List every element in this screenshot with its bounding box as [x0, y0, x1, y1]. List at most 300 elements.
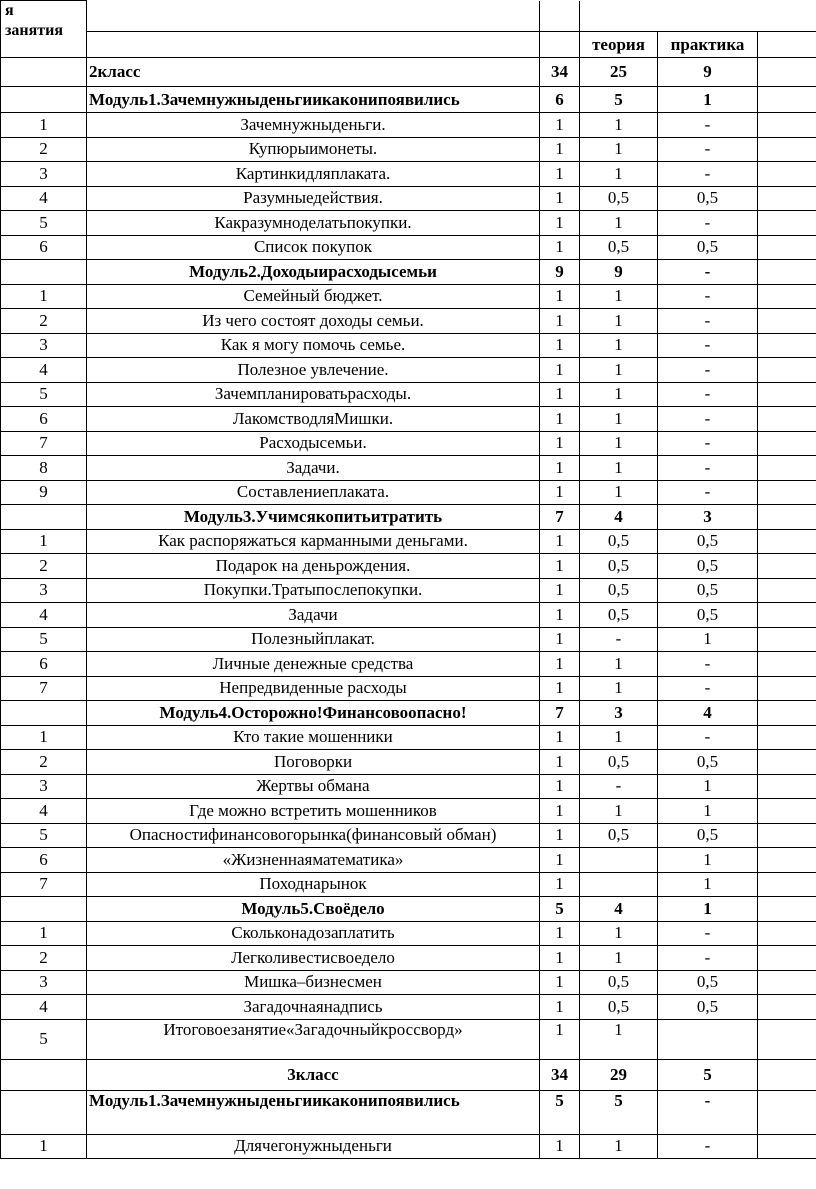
hours-practice: 1: [658, 897, 758, 922]
hours-total: 1: [540, 333, 580, 358]
lesson-number: 4: [1, 603, 87, 628]
hours-practice: 1: [658, 848, 758, 873]
lesson-row: [1, 578, 816, 603]
lesson-title: Полезное увлечение.: [87, 358, 540, 383]
hours-practice: -: [658, 211, 758, 236]
lesson-number: 2: [1, 309, 87, 334]
blank-cell: [758, 799, 816, 824]
hours-total: 9: [540, 260, 580, 285]
hours-theory: 1: [580, 333, 658, 358]
hours-total: 1: [540, 652, 580, 677]
hours-total: 1: [540, 382, 580, 407]
hours-practice: -: [658, 1134, 758, 1159]
lesson-number: 8: [1, 456, 87, 481]
lesson-number: 6: [1, 407, 87, 432]
hours-theory: 1: [580, 137, 658, 162]
lesson-number: [1, 260, 87, 285]
lesson-title: Составлениеплаката.: [87, 480, 540, 505]
lesson-row: [1, 358, 816, 383]
hours-theory: 1: [580, 1134, 658, 1159]
lesson-number: 3: [1, 970, 87, 995]
hours-theory: 1: [580, 309, 658, 334]
lesson-title: Покупки.Тратыпослепокупки.: [87, 578, 540, 603]
lesson-row: [1, 921, 816, 946]
lesson-number: 2: [1, 946, 87, 971]
hours-practice: -: [658, 309, 758, 334]
lesson-row: [1, 823, 816, 848]
blank-cell: [758, 480, 816, 505]
hours-theory: 0,5: [580, 970, 658, 995]
hours-theory: 1: [580, 162, 658, 187]
hours-practice: 0,5: [658, 578, 758, 603]
lesson-number: 7: [1, 431, 87, 456]
hours-practice: 3: [658, 505, 758, 530]
lesson-title: Поговорки: [87, 750, 540, 775]
lesson-number: [1, 897, 87, 922]
blank-cell: [758, 382, 816, 407]
lesson-number: 1: [1, 284, 87, 309]
module-row: [1, 505, 816, 530]
module-row: [1, 1090, 816, 1134]
hours-theory: 1: [580, 921, 658, 946]
lesson-row: [1, 137, 816, 162]
blank-cell: [758, 186, 816, 211]
lesson-title: Картинкидляплаката.: [87, 162, 540, 187]
hours-total: 1: [540, 456, 580, 481]
module-row: [1, 87, 816, 113]
hours-practice: 0,5: [658, 554, 758, 579]
blank-cell: [758, 603, 816, 628]
lesson-row: [1, 480, 816, 505]
hours-theory: 25: [580, 58, 658, 87]
lesson-number: 3: [1, 774, 87, 799]
lesson-number: 1: [1, 921, 87, 946]
lesson-title: Из чего состоят доходы семьи.: [87, 309, 540, 334]
lesson-number: [1, 58, 87, 87]
lesson-number: 5: [1, 211, 87, 236]
theory-header: теория: [580, 32, 658, 58]
lesson-title: Мишка–бизнесмен: [87, 970, 540, 995]
blank-cell: [758, 505, 816, 530]
lesson-row: [1, 603, 816, 628]
lesson-number: 5: [1, 1019, 87, 1059]
hours-theory: 5: [580, 1090, 658, 1134]
blank-cell: [758, 407, 816, 432]
hours-theory: 1: [580, 431, 658, 456]
hours-total: 1: [540, 603, 580, 628]
blank-cell: [758, 995, 816, 1020]
lesson-number: [1, 87, 87, 113]
blank-cell: [758, 1090, 816, 1134]
hours-practice: -: [658, 1090, 758, 1134]
lesson-number: 9: [1, 480, 87, 505]
hours-theory: -: [580, 774, 658, 799]
hours-practice: 1: [658, 799, 758, 824]
lesson-number: 4: [1, 358, 87, 383]
section-title: Модуль3.Учимсякопитьитратить: [87, 505, 540, 530]
lesson-number: 7: [1, 872, 87, 897]
hours-practice: 1: [658, 627, 758, 652]
hours-total: 1: [540, 1019, 580, 1059]
hours-total: 1: [540, 823, 580, 848]
blank-cell: [758, 113, 816, 138]
hours-theory: 9: [580, 260, 658, 285]
hours-practice: -: [658, 382, 758, 407]
hours-total: 1: [540, 407, 580, 432]
hours-theory: 29: [580, 1059, 658, 1090]
hours-theory: 0,5: [580, 603, 658, 628]
hours-theory: 0,5: [580, 823, 658, 848]
hours-practice: 1: [658, 87, 758, 113]
lesson-number: 2: [1, 750, 87, 775]
hours-total: 1: [540, 725, 580, 750]
blank-cell: [758, 284, 816, 309]
hours-practice: [658, 1019, 758, 1059]
blank-cell: [758, 627, 816, 652]
lesson-title: Список покупок: [87, 235, 540, 260]
grade-row: [1, 1059, 816, 1090]
lesson-title: Где можно встретить мошенников: [87, 799, 540, 824]
blank-cell: [758, 652, 816, 677]
hours-theory: 3: [580, 701, 658, 726]
lesson-row: [1, 750, 816, 775]
lesson-title: Зачемнужныденьги.: [87, 113, 540, 138]
lesson-number: 2: [1, 554, 87, 579]
lesson-title: Итоговоезанятие«Загадочныйкроссворд»: [87, 1019, 540, 1059]
hours-total: 1: [540, 113, 580, 138]
blank-cell: [758, 58, 816, 87]
hours-practice: -: [658, 333, 758, 358]
blank-cell: [758, 823, 816, 848]
hours-theory: 0,5: [580, 186, 658, 211]
lesson-title: «Жизненнаяматематика»: [87, 848, 540, 873]
lesson-title: Расходысемьи.: [87, 431, 540, 456]
lesson-row: [1, 431, 816, 456]
lesson-number: [1, 1090, 87, 1134]
module-row: [1, 701, 816, 726]
lesson-title: Семейный бюджет.: [87, 284, 540, 309]
lesson-title: Задачи.: [87, 456, 540, 481]
section-title: 3класс: [87, 1059, 540, 1090]
hours-total: 1: [540, 578, 580, 603]
blank-cell: [758, 235, 816, 260]
hours-theory: 1: [580, 946, 658, 971]
hours-total: 1: [540, 431, 580, 456]
hours-theory: 1: [580, 211, 658, 236]
hours-theory: 1: [580, 725, 658, 750]
lesson-number-header: я занятия: [1, 1, 87, 58]
blank-cell: [758, 162, 816, 187]
hours-practice: 1: [658, 872, 758, 897]
lesson-number: 7: [1, 676, 87, 701]
lesson-row: [1, 652, 816, 677]
hours-theory: 4: [580, 897, 658, 922]
blank-cell: [758, 260, 816, 285]
hours-theory: [580, 848, 658, 873]
lesson-row: [1, 676, 816, 701]
hours-total: 1: [540, 872, 580, 897]
lesson-number: 1: [1, 529, 87, 554]
lesson-row: [1, 799, 816, 824]
blank-cell: [758, 431, 816, 456]
lesson-row: [1, 456, 816, 481]
blank-cell: [758, 87, 816, 113]
blank-cell: [758, 333, 816, 358]
lesson-row: [1, 774, 816, 799]
hours-total: 7: [540, 505, 580, 530]
hours-practice: 5: [658, 1059, 758, 1090]
hours-total: 7: [540, 701, 580, 726]
lesson-number: 6: [1, 652, 87, 677]
blank-cell: [758, 750, 816, 775]
lesson-number: 4: [1, 799, 87, 824]
hours-theory: 1: [580, 284, 658, 309]
hours-total: 1: [540, 358, 580, 383]
hours-total: 1: [540, 921, 580, 946]
hours-practice: -: [658, 113, 758, 138]
section-title: 2класс: [87, 58, 540, 87]
blank-cell: [758, 872, 816, 897]
lesson-number: 6: [1, 848, 87, 873]
hours-practice: -: [658, 725, 758, 750]
blank-cell: [758, 921, 816, 946]
hours-total: 5: [540, 897, 580, 922]
practice-header: практика: [658, 32, 758, 58]
hours-theory: 0,5: [580, 529, 658, 554]
blank-cell: [758, 970, 816, 995]
lesson-title: Загадочнаянадпись: [87, 995, 540, 1020]
lesson-row: [1, 872, 816, 897]
section-title: Модуль4.Осторожно!Финансовоопасно!: [87, 701, 540, 726]
blank-cell: [758, 725, 816, 750]
hours-theory: 0,5: [580, 235, 658, 260]
hours-theory: -: [580, 627, 658, 652]
blank-cell: [758, 946, 816, 971]
hours-theory: 0,5: [580, 578, 658, 603]
lesson-row: [1, 1134, 816, 1159]
section-title: Модуль1.Зачемнужныденьгиикаконипоявились: [87, 1090, 540, 1134]
hours-theory: 1: [580, 358, 658, 383]
hours-total: 1: [540, 211, 580, 236]
hours-total: 5: [540, 1090, 580, 1134]
hours-total: 1: [540, 750, 580, 775]
lesson-title: Подарок на деньрождения.: [87, 554, 540, 579]
blank-cell: [758, 529, 816, 554]
lesson-number: [1, 1059, 87, 1090]
hours-total: 1: [540, 162, 580, 187]
hours-practice: -: [658, 284, 758, 309]
lesson-title: Личные денежные средства: [87, 652, 540, 677]
hours-total: 1: [540, 774, 580, 799]
hours-practice: 0,5: [658, 186, 758, 211]
lesson-row: [1, 554, 816, 579]
blank-cell: [758, 578, 816, 603]
lesson-title: Легколивестисвоедело: [87, 946, 540, 971]
hours-practice: -: [658, 676, 758, 701]
lesson-number: 4: [1, 995, 87, 1020]
hours-theory: 1: [580, 382, 658, 407]
lesson-number: [1, 505, 87, 530]
lesson-row: [1, 113, 816, 138]
blank-cell: [758, 1019, 816, 1059]
hours-total: 1: [540, 676, 580, 701]
lesson-row: [1, 1019, 816, 1059]
hours-practice: 4: [658, 701, 758, 726]
blank-cell: [758, 848, 816, 873]
lesson-title: Как я могу помочь семье.: [87, 333, 540, 358]
hours-total: 1: [540, 799, 580, 824]
hours-practice: 0,5: [658, 995, 758, 1020]
lesson-row: [1, 529, 816, 554]
hours-practice: -: [658, 137, 758, 162]
blank-cell: [758, 1059, 816, 1090]
lesson-number: 5: [1, 823, 87, 848]
lesson-title: Разумныедействия.: [87, 186, 540, 211]
hours-practice: 9: [658, 58, 758, 87]
lesson-title: Опасностифинансовогорынка(финансовый обман): [87, 823, 540, 848]
hours-theory: 1: [580, 652, 658, 677]
hours-total: 1: [540, 186, 580, 211]
hours-theory: 0,5: [580, 554, 658, 579]
lesson-row: [1, 186, 816, 211]
hours-practice: -: [658, 162, 758, 187]
hours-total: 1: [540, 480, 580, 505]
lesson-row: [1, 162, 816, 187]
blank-cell: [758, 1134, 816, 1159]
hours-total: 1: [540, 848, 580, 873]
lesson-number: 4: [1, 186, 87, 211]
section-title: Модуль5.Своёдело: [87, 897, 540, 922]
lesson-title: Как распоряжаться карманными деньгами.: [87, 529, 540, 554]
hours-practice: -: [658, 946, 758, 971]
blank-cell: [758, 676, 816, 701]
hours-total: 34: [540, 1059, 580, 1090]
hours-total: 1: [540, 995, 580, 1020]
hours-theory: 1: [580, 113, 658, 138]
hours-practice: -: [658, 260, 758, 285]
lesson-title: Полезныйплакат.: [87, 627, 540, 652]
hours-theory: 1: [580, 676, 658, 701]
hours-practice: -: [658, 358, 758, 383]
hours-theory: 1: [580, 799, 658, 824]
lesson-row: [1, 946, 816, 971]
hours-theory: 1: [580, 456, 658, 481]
lesson-row: [1, 235, 816, 260]
lesson-number: 2: [1, 137, 87, 162]
blank-cell: [758, 701, 816, 726]
hours-theory: 0,5: [580, 995, 658, 1020]
hours-practice: 0,5: [658, 529, 758, 554]
hours-theory: 1: [580, 407, 658, 432]
lesson-number: 3: [1, 578, 87, 603]
lesson-title: Непредвиденные расходы: [87, 676, 540, 701]
hours-practice: 0,5: [658, 603, 758, 628]
lesson-row: [1, 725, 816, 750]
lesson-title: Скольконадозаплатить: [87, 921, 540, 946]
hours-theory: [580, 872, 658, 897]
lesson-row: [1, 848, 816, 873]
hours-total: 1: [540, 970, 580, 995]
hours-practice: 0,5: [658, 970, 758, 995]
lesson-row: [1, 995, 816, 1020]
hours-total: 1: [540, 137, 580, 162]
lesson-number: 5: [1, 627, 87, 652]
hours-practice: -: [658, 407, 758, 432]
lesson-number: 3: [1, 162, 87, 187]
lesson-number: [1, 701, 87, 726]
lesson-title: Походнарынок: [87, 872, 540, 897]
lesson-title: Какразумноделатьпокупки.: [87, 211, 540, 236]
hours-total: 34: [540, 58, 580, 87]
lesson-row: [1, 284, 816, 309]
lesson-title: Жертвы обмана: [87, 774, 540, 799]
lesson-title: ЛакомстводляМишки.: [87, 407, 540, 432]
hours-total: 1: [540, 529, 580, 554]
lesson-row: [1, 333, 816, 358]
hours-total: 1: [540, 946, 580, 971]
lesson-title: Длячегонужныденьги: [87, 1134, 540, 1159]
blank-cell: [758, 554, 816, 579]
blank-cell: [758, 137, 816, 162]
hours-practice: 0,5: [658, 235, 758, 260]
blank-cell: [758, 456, 816, 481]
hours-practice: -: [658, 456, 758, 481]
lesson-row: [1, 970, 816, 995]
section-title: Модуль2.Доходыирасходысемьи: [87, 260, 540, 285]
hours-total: 1: [540, 554, 580, 579]
lesson-title: Купюрыимонеты.: [87, 137, 540, 162]
hours-total: 1: [540, 627, 580, 652]
blank-cell: [758, 211, 816, 236]
lesson-row: [1, 407, 816, 432]
lesson-row: [1, 627, 816, 652]
hours-total: 1: [540, 235, 580, 260]
hours-practice: 1: [658, 774, 758, 799]
hours-practice: -: [658, 921, 758, 946]
hours-total: 1: [540, 309, 580, 334]
hours-practice: -: [658, 652, 758, 677]
lesson-number: 5: [1, 382, 87, 407]
lesson-number: 1: [1, 1134, 87, 1159]
hours-theory: 0,5: [580, 750, 658, 775]
lesson-number: 1: [1, 725, 87, 750]
blank-cell: [758, 309, 816, 334]
section-title: Модуль1.Зачемнужныденьгиикаконипоявились: [87, 87, 540, 113]
lesson-row: [1, 382, 816, 407]
hours-theory: 5: [580, 87, 658, 113]
blank-cell: [758, 774, 816, 799]
lesson-row: [1, 309, 816, 334]
hours-practice: -: [658, 480, 758, 505]
hours-practice: 0,5: [658, 750, 758, 775]
grade-row: [1, 58, 816, 87]
module-row: [1, 897, 816, 922]
hours-theory: 4: [580, 505, 658, 530]
blank-cell: [758, 358, 816, 383]
hours-theory: 1: [580, 1019, 658, 1059]
hours-total: 6: [540, 87, 580, 113]
lesson-title: Кто такие мошенники: [87, 725, 540, 750]
lesson-number: 1: [1, 113, 87, 138]
lesson-row: [1, 211, 816, 236]
lesson-title: Зачемпланироватьрасходы.: [87, 382, 540, 407]
lesson-number: 6: [1, 235, 87, 260]
hours-total: 1: [540, 1134, 580, 1159]
hours-practice: -: [658, 431, 758, 456]
hours-theory: 1: [580, 480, 658, 505]
module-row: [1, 260, 816, 285]
hours-practice: 0,5: [658, 823, 758, 848]
